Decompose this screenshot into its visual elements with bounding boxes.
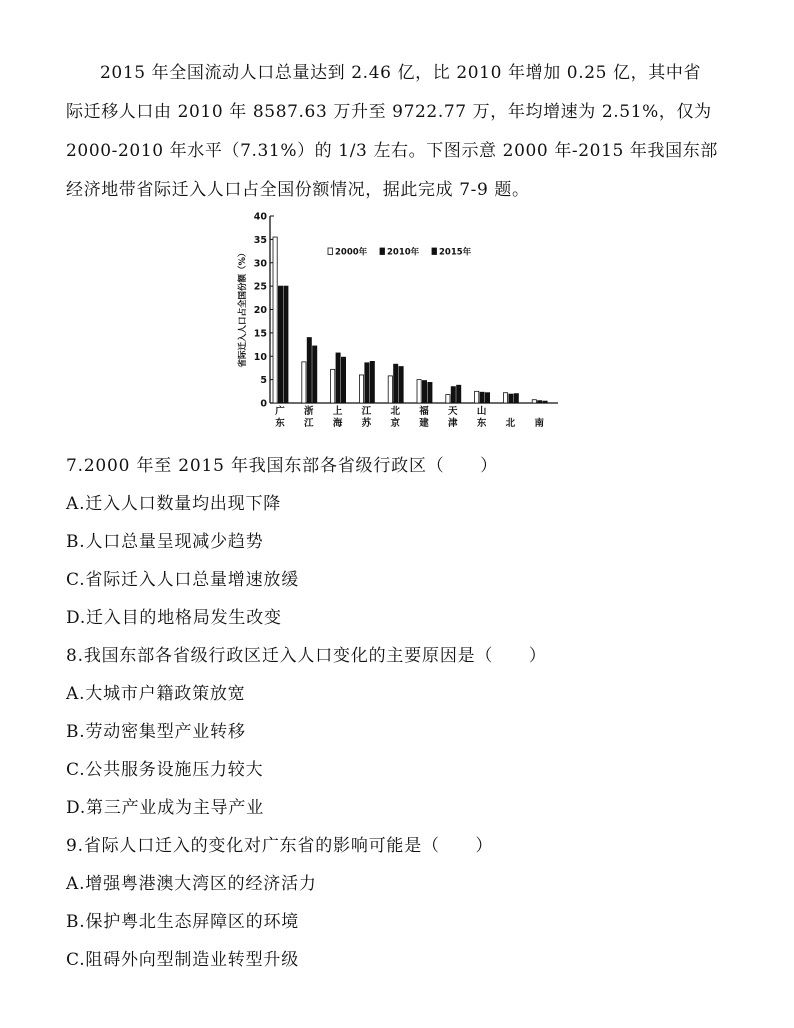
bar-2000年-福建 bbox=[417, 380, 421, 403]
bar-2010年-广东 bbox=[278, 286, 282, 403]
x-tick-label: 建 bbox=[419, 418, 429, 429]
bar-2010年-江苏 bbox=[365, 363, 369, 403]
x-tick-label: 津 bbox=[448, 418, 458, 429]
option-a[interactable]: A.大城市户籍政策放宽 bbox=[66, 684, 246, 704]
x-tick-label: 京 bbox=[390, 418, 400, 429]
option-b[interactable]: B.人口总量呈现减少趋势 bbox=[66, 532, 264, 552]
legend-swatch bbox=[432, 248, 437, 255]
bar-2010年-海南 bbox=[538, 401, 542, 403]
intro-paragraph bbox=[66, 54, 722, 210]
option-a[interactable]: A.增强粤港澳大湾区的经济活力 bbox=[66, 874, 317, 894]
y-tick-label: 0 bbox=[260, 398, 267, 410]
option-b[interactable]: B.保护粤北生态屏障区的环境 bbox=[66, 912, 300, 932]
legend-swatch bbox=[380, 248, 385, 255]
y-tick-label: 5 bbox=[260, 375, 267, 387]
y-tick-label: 15 bbox=[253, 328, 267, 340]
intro-line: 2000-2010 年水平（7.31%）的 1/3 左右。下图示意 2000 年-2015 年我国东部 bbox=[66, 141, 718, 161]
x-tick-label: 浙 bbox=[304, 406, 314, 417]
y-tick-label: 30 bbox=[253, 258, 267, 270]
option-c[interactable]: C.省际迁入人口总量增速放缓 bbox=[66, 570, 300, 590]
bar-2000年-北京 bbox=[388, 376, 392, 403]
bar-2010年-山东 bbox=[480, 392, 484, 403]
option-b[interactable]: B.劳动密集型产业转移 bbox=[66, 722, 246, 742]
legend-label: 2000年 bbox=[335, 247, 368, 258]
bar-2000年-广东 bbox=[273, 237, 277, 403]
option-a[interactable]: A.迁入人口数量均出现下降 bbox=[66, 494, 282, 514]
bar-2015年-广东 bbox=[284, 286, 288, 403]
bar-2010年-福建 bbox=[422, 381, 426, 403]
x-tick-label: 南 bbox=[534, 418, 544, 429]
bar-2015年-上海 bbox=[341, 357, 345, 403]
bar-2010年-北京 bbox=[394, 364, 398, 403]
x-tick-label: 江 bbox=[304, 418, 314, 429]
option-c[interactable]: C.公共服务设施压力较大 bbox=[66, 760, 264, 780]
bar-2015年-浙江 bbox=[313, 346, 317, 403]
bar-2015年-山东 bbox=[485, 393, 489, 403]
y-axis-title: 省际迁入人口占全国份额（%） bbox=[238, 248, 248, 368]
bar-2015年-北京 bbox=[399, 367, 403, 403]
x-tick-label: 上 bbox=[332, 406, 343, 417]
bar-2000年-山东 bbox=[475, 391, 479, 403]
question-stem: 7.2000 年至 2015 年我国东部各省级行政区（ ） bbox=[66, 456, 498, 476]
y-tick-label: 40 bbox=[253, 211, 267, 223]
x-tick-label: 海 bbox=[332, 418, 343, 429]
x-tick-label: 东 bbox=[275, 418, 285, 429]
legend-label: 2010年 bbox=[387, 247, 420, 258]
intro-line: 2015 年全国流动人口总量达到 2.46 亿，比 2010 年增加 0.25 亿，其中省 bbox=[100, 63, 702, 83]
bar-2010年-天津 bbox=[451, 387, 455, 403]
bar-2015年-福建 bbox=[428, 382, 432, 403]
y-tick-label: 25 bbox=[253, 281, 267, 293]
y-tick-label: 20 bbox=[253, 305, 267, 316]
x-tick-label: 北 bbox=[505, 418, 516, 429]
bar-2015年-天津 bbox=[457, 385, 461, 403]
x-tick-label: 天 bbox=[448, 406, 458, 417]
question-stem: 9.省际人口迁入的变化对广东省的影响可能是（ ） bbox=[66, 836, 494, 856]
x-tick-label: 福 bbox=[419, 406, 429, 417]
option-d[interactable]: D.迁入目的地格局发生改变 bbox=[66, 608, 282, 628]
y-tick-label: 35 bbox=[253, 234, 267, 246]
legend-swatch bbox=[328, 248, 333, 255]
bar-2000年-江苏 bbox=[359, 375, 363, 403]
bar-2015年-海南 bbox=[543, 401, 547, 403]
legend-label: 2015年 bbox=[439, 247, 472, 258]
bar-2000年-上海 bbox=[331, 369, 335, 403]
x-tick-label: 北 bbox=[390, 406, 400, 417]
bar-2000年-河北 bbox=[503, 393, 507, 403]
x-tick-label: 江 bbox=[361, 406, 372, 417]
bar-2015年-江苏 bbox=[370, 361, 374, 403]
bar-2000年-天津 bbox=[446, 395, 450, 403]
bar-2000年-浙江 bbox=[302, 362, 306, 403]
x-tick-label: 广 bbox=[275, 406, 285, 417]
bar-2010年-河北 bbox=[509, 394, 513, 403]
bar-2015年-河北 bbox=[514, 394, 518, 403]
intro-line: 际迁移人口由 2010 年 8587.63 万升至 9722.77 万，年均增速为 2.51%，仅为 bbox=[66, 102, 712, 122]
option-c[interactable]: C.阻碍外向型制造业转型升级 bbox=[66, 950, 300, 970]
bar-chart bbox=[232, 208, 562, 434]
question-stem: 8.我国东部各省级行政区迁入人口变化的主要原因是（ ） bbox=[66, 646, 547, 666]
x-tick-label: 东 bbox=[476, 418, 487, 429]
intro-line: 经济地带省际迁入人口占全国份额情况，据此完成 7-9 题。 bbox=[66, 180, 530, 200]
bar-2010年-上海 bbox=[336, 353, 340, 403]
x-tick-label: 山 bbox=[476, 406, 487, 417]
option-d[interactable]: D.第三产业成为主导产业 bbox=[66, 798, 265, 818]
bar-2000年-海南 bbox=[532, 400, 536, 403]
y-tick-label: 10 bbox=[253, 351, 267, 363]
x-tick-label: 苏 bbox=[361, 418, 372, 429]
bar-2010年-浙江 bbox=[307, 338, 311, 403]
